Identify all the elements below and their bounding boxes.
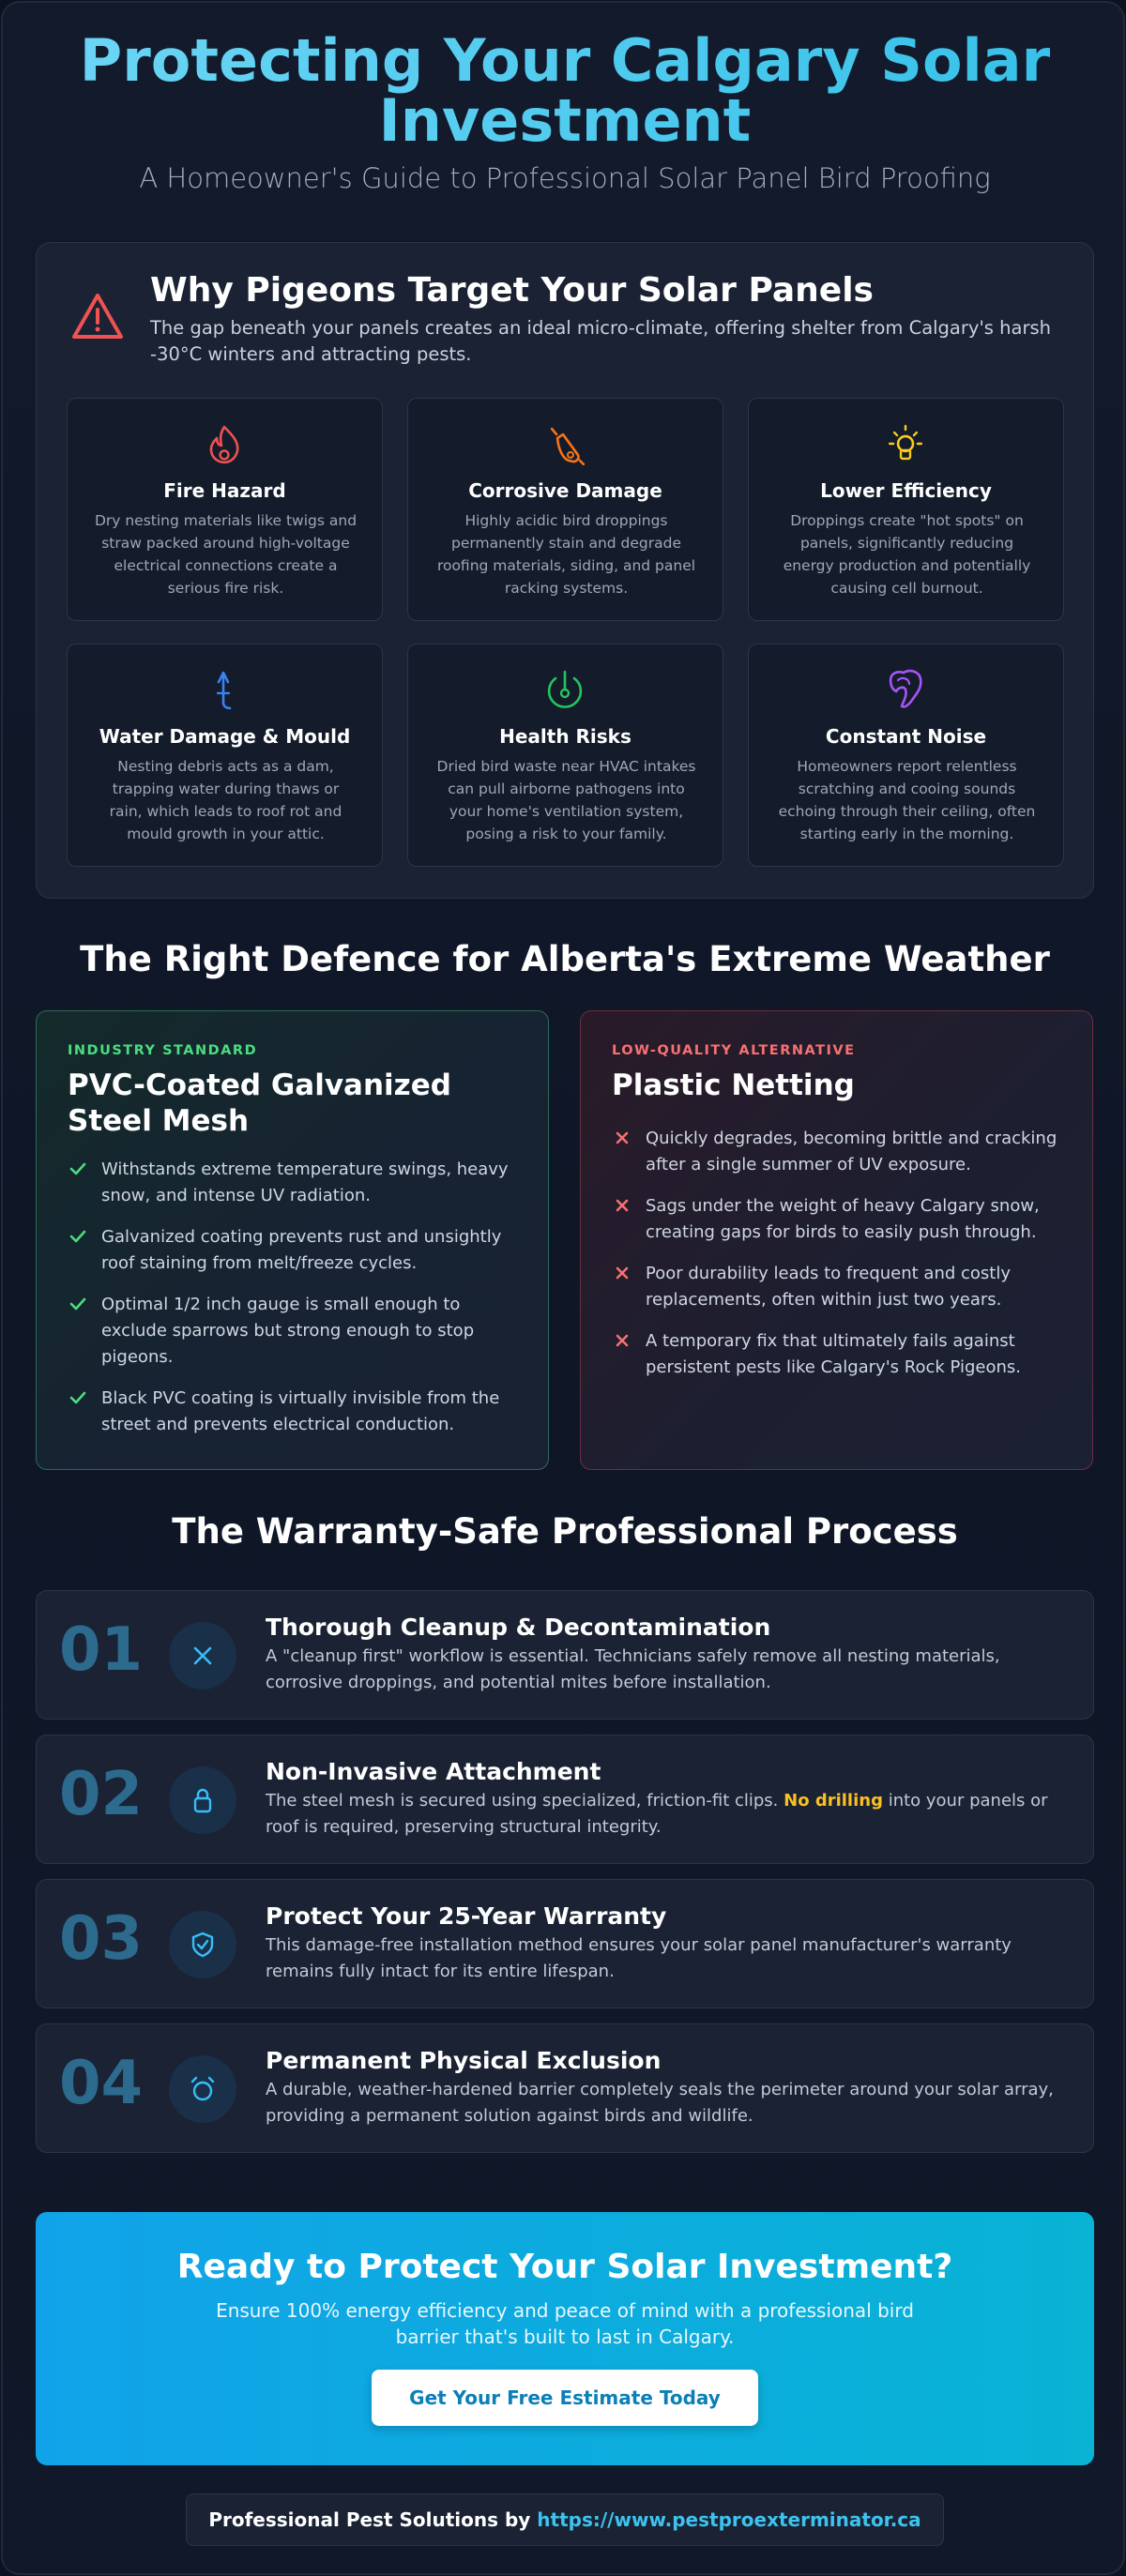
list-item: [68, 1292, 527, 1371]
page-title: Protecting Your Calgary Solar Investment: [3, 31, 1125, 151]
hazard-text: Nesting debris acts as a dam, trapping water during thaws or rain, which leads to roof rot and mould growth in your attic.: [109, 758, 342, 842]
step-icon-badge: [169, 1622, 236, 1690]
ear-icon: [749, 667, 1063, 712]
hazard-text: Droppings create "hot spots" on panels, significantly reducing energy production and potentially causing cell burnout.: [783, 512, 1031, 597]
flame-icon: [68, 421, 382, 466]
hazard-card-health: [407, 644, 723, 867]
step-text: A durable, weather-hardened barrier completely seals the perimeter around your solar array, providing a permanent solution against birds and wildlife.: [266, 2080, 1054, 2126]
mesh-benefits-list: [68, 1157, 527, 1453]
acid-flask-icon: [408, 421, 723, 466]
why-description: The gap beneath your panels creates an ideal micro-climate, offering shelter from Calgary's harsh -30°C winters and attracting pests.: [150, 317, 1052, 365]
page-subtitle: A Homeowner's Guide to Professional Solar Panel Bird Proofing: [139, 162, 991, 194]
x-mark-icon: [612, 1195, 632, 1216]
step-icon-badge: [169, 1766, 236, 1834]
lock-icon: [188, 1785, 218, 1815]
cta-title: Ready to Protect Your Solar Investment?: [176, 2248, 953, 2286]
list-item: [68, 1224, 527, 1277]
hazard-title: Water Damage & Mould: [99, 725, 351, 748]
hazard-card-efficiency: [748, 398, 1064, 621]
shield-check-icon: [188, 1930, 218, 1960]
netting-comparison-card: [580, 1010, 1093, 1470]
infographic-page: [1, 1, 1125, 2575]
list-item-text: Galvanized coating prevents rust and unsightly roof staining from melt/freeze cycles.: [101, 1227, 502, 1273]
free-estimate-button[interactable]: Get Your Free Estimate Today: [372, 2370, 758, 2426]
list-item: [612, 1261, 1072, 1313]
hazard-title: Constant Noise: [825, 725, 987, 748]
defence-section-title: The Right Defence for Alberta's Extreme Weather: [80, 939, 1050, 979]
step-title: Non-Invasive Attachment: [266, 1758, 601, 1785]
list-item-text: A temporary fix that ultimately fails against persistent pests like Calgary's Rock Pigeons.: [646, 1331, 1021, 1377]
hazard-card-noise: [748, 644, 1064, 867]
mesh-title: PVC-Coated Galvanized Steel Mesh: [68, 1068, 451, 1138]
footer-credit: [186, 2493, 944, 2546]
cta-text: Ensure 100% energy efficiency and peace of mind with a professional bird barrier that's built to last in Calgary.: [216, 2299, 914, 2348]
step-icon-badge: [169, 1911, 236, 1978]
no-drilling-highlight: No drilling: [784, 1791, 883, 1811]
process-section-title: The Warranty-Safe Professional Process: [172, 1511, 958, 1552]
netting-tag: LOW-QUALITY ALTERNATIVE: [612, 1043, 856, 1058]
list-item-text: Poor durability leads to frequent and costly replacements, often within just two years.: [646, 1264, 1012, 1310]
step-title: Protect Your 25-Year Warranty: [266, 1902, 667, 1930]
hazard-text: Dried bird waste near HVAC intakes can pull airborne pathogens into your home's ventilation system, posing a risk to your family.: [436, 758, 696, 842]
x-mark-icon: [612, 1128, 632, 1148]
hazard-text: Dry nesting materials like twigs and straw packed around high-voltage electrical connections create a serious fire risk.: [94, 512, 358, 597]
process-step-4: [36, 2023, 1094, 2153]
step-number: 03: [59, 1904, 144, 1974]
alarm-clock-icon: [188, 2074, 218, 2104]
step-text: A "cleanup first" workflow is essential. Technicians safely remove all nesting materials, corrosive droppings, and potential mites before installation.: [266, 1646, 1000, 1692]
lightbulb-icon: [749, 421, 1063, 466]
check-icon: [68, 1387, 88, 1408]
water-drip-icon: [68, 667, 382, 712]
hazard-title: Lower Efficiency: [820, 479, 992, 502]
list-item-text: Optimal 1/2 inch gauge is small enough to exclude sparrows but strong enough to stop pigeons.: [101, 1295, 475, 1367]
list-item: [68, 1386, 527, 1438]
warning-triangle-icon: [70, 292, 125, 341]
hazard-title: Fire Hazard: [163, 479, 286, 502]
hazard-text: Highly acidic bird droppings permanently stain and degrade roofing materials, siding, and panel racking systems.: [436, 512, 696, 597]
step-text: The steel mesh is secured using specialized, friction-fit clips. No drilling into your panels or roof is required, preserving structural integrity.: [266, 1791, 1048, 1837]
health-alert-icon: [408, 667, 723, 712]
hazard-card-fire: [67, 398, 383, 621]
why-title: Why Pigeons Target Your Solar Panels: [150, 271, 874, 310]
mesh-tag: INDUSTRY STANDARD: [68, 1043, 258, 1058]
list-item: [68, 1157, 527, 1209]
step-title: Thorough Cleanup & Decontamination: [266, 1614, 771, 1641]
list-item: [612, 1328, 1072, 1381]
process-step-3: [36, 1879, 1094, 2008]
step-icon-badge: [169, 2055, 236, 2123]
step-text: This damage-free installation method ensures your solar panel manufacturer's warranty remains fully intact for its entire lifespan.: [266, 1935, 1012, 1981]
step-number: 01: [59, 1615, 144, 1685]
x-cross-icon: [188, 1641, 218, 1671]
step-number: 04: [59, 2049, 144, 2118]
x-mark-icon: [612, 1330, 632, 1351]
check-icon: [68, 1226, 88, 1247]
check-icon: [68, 1294, 88, 1314]
process-step-2: [36, 1735, 1094, 1864]
list-item-text: Sags under the weight of heavy Calgary snow, creating gaps for birds to easily push through.: [646, 1196, 1040, 1242]
list-item: [612, 1193, 1072, 1246]
process-step-1: [36, 1590, 1094, 1720]
list-item-text: Quickly degrades, becoming brittle and cracking after a single summer of UV exposure.: [646, 1129, 1058, 1174]
cta-banner: [36, 2212, 1094, 2465]
mesh-comparison-card: [36, 1010, 549, 1470]
hazard-title: Corrosive Damage: [468, 479, 662, 502]
step-title: Permanent Physical Exclusion: [266, 2047, 662, 2074]
hazard-title: Health Risks: [499, 725, 631, 748]
why-pigeons-card: [36, 242, 1094, 899]
netting-title: Plastic Netting: [612, 1068, 855, 1102]
hazard-card-water: [67, 644, 383, 867]
footer-website-link[interactable]: https://www.pestproexterminator.ca: [537, 2508, 921, 2531]
hazard-text: Homeowners report relentless scratching and cooing sounds echoing through their ceiling, often starting early in the morning.: [778, 758, 1036, 842]
list-item-text: Withstands extreme temperature swings, heavy snow, and intense UV radiation.: [101, 1159, 509, 1205]
footer-prefix: Professional Pest Solutions by: [208, 2508, 538, 2531]
x-mark-icon: [612, 1263, 632, 1283]
list-item: [612, 1126, 1072, 1178]
hazard-card-corrosive: [407, 398, 723, 621]
list-item-text: Black PVC coating is virtually invisible from the street and prevents electrical conduction.: [101, 1388, 500, 1434]
step-number: 02: [59, 1760, 144, 1829]
check-icon: [68, 1159, 88, 1179]
netting-drawbacks-list: [612, 1126, 1072, 1396]
